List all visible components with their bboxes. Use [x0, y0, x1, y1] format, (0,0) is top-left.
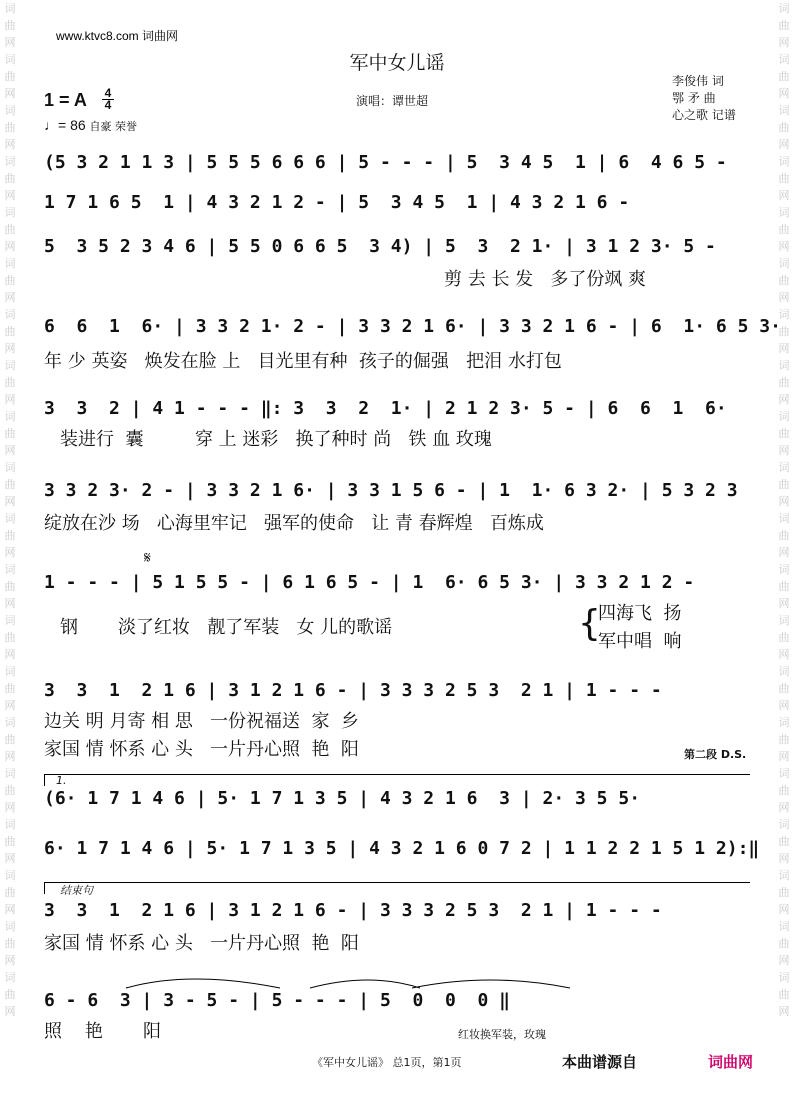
segno-icon: 𝄋 [144, 548, 151, 567]
transcriber: 心之歌 记谱 [672, 108, 736, 122]
volta-1-label: 1. [56, 774, 67, 787]
ending-hook [44, 882, 45, 894]
lyrics-line-4: 年 少 英姿 焕发在脸 上 目光里有种 孩子的倔强 把泪 水打包 [44, 351, 562, 372]
score-system-5: 3 3 2 | 4 1 - - - ‖: 3 3 2 1· | 2 1 2 3· 5 - | 6 6 1 6· [44, 398, 727, 419]
watermark-left: 词曲网词曲网词曲网词曲网词曲网词曲网词曲网词曲网词曲网词曲网词曲网词曲网词曲网词曲网词曲网词曲网词曲网词曲网词曲网词曲网 [4, 2, 16, 1018]
lyrics-line-8b: 家国 情 怀系 心 头 一片丹心照 艳 阳 [44, 739, 359, 760]
tempo-note-icon: ♩ [44, 117, 58, 133]
score-system-3: 5 3 5 2 3 4 6 | 5 5 0 6 6 5 3 4) | 5 3 2 1· | 3 1 2 3· 5 - [44, 236, 716, 257]
tempo [44, 117, 137, 134]
ending-line [44, 882, 750, 883]
lyricist: 李俊伟 词 [672, 74, 724, 88]
score-system-9: (6· 1 7 1 4 6 | 5· 1 7 1 3 5 | 4 3 2 1 6 3 | 2· 3 5 5· [44, 788, 641, 809]
ending-label: 结束句 [60, 884, 93, 897]
lyrics-line-7: 钢 淡了红妆 靓了军装 女 儿的歌谣 [60, 617, 393, 638]
lyrics-line-12: 照 艳 阳 [44, 1021, 161, 1042]
score-system-11: 3 3 1 2 1 6 | 3 1 2 1 6 - | 3 3 3 2 5 3 2 1 | 1 - - - [44, 900, 662, 921]
volta-1-line [44, 774, 750, 775]
footer-page-info: 《军中女儿谣》 总1页，第1页 [312, 1056, 462, 1069]
time-signature [101, 88, 115, 111]
time-signature-bottom: 4 [104, 98, 112, 112]
time-signature-top: 4 [104, 86, 112, 100]
score-system-10: 6· 1 7 1 4 6 | 5· 1 7 1 3 5 | 4 3 2 1 6 0 7 2 | 1 1 2 2 1 5 1 2):‖ [44, 838, 760, 859]
end-note: 红妆换军装，玫瑰 [458, 1028, 546, 1041]
tie-arc-1 [126, 979, 280, 988]
chorus-lyric-a: 四海飞 扬 [598, 603, 682, 624]
chorus-lyric-b: 军中唱 响 [598, 631, 682, 652]
lyrics-line-11: 家国 情 怀系 心 头 一片丹心照 艳 阳 [44, 933, 359, 954]
credits [672, 73, 736, 124]
tie-arcs [40, 968, 760, 992]
key-signature: 1 = A [44, 90, 87, 110]
style-marking: 自豪 荣誉 [89, 120, 138, 133]
ds-marking: 第二段 D.S. [684, 748, 747, 761]
score-title: 军中女儿谣 [349, 52, 445, 74]
footer-brand[interactable]: 词曲网 [708, 1053, 754, 1071]
tie-arc-3 [412, 980, 570, 988]
score-system-6: 3 3 2 3· 2 - | 3 3 2 1 6· | 3 3 1 5 6 - | 1 1· 6 3 2· | 5 3 2 3 [44, 480, 738, 501]
lyrics-line-3: 剪 去 长 发 多了份飒 爽 [444, 269, 647, 290]
brace-icon: { [578, 603, 601, 644]
lyrics-line-5: 装进行 囊 穿 上 迷彩 换了种时 尚 铁 血 玫瑰 [60, 429, 492, 450]
footer-source-label: 本曲谱源自 [562, 1053, 638, 1071]
watermark-right: 词曲网词曲网词曲网词曲网词曲网词曲网词曲网词曲网词曲网词曲网词曲网词曲网词曲网词曲网词曲网词曲网词曲网词曲网词曲网词曲网 [778, 2, 790, 1018]
singer: 演唱：谭世超 [356, 94, 429, 108]
composer: 鄂 矛 曲 [672, 91, 716, 105]
score-system-1: (5 3 2 1 1 3 | 5 5 5 6 6 6 | 5 - - - | 5 3 4 5 1 | 6 4 6 5 - [44, 152, 727, 173]
lyrics-line-8a: 边关 明 月寄 相 思 一份祝福送 家 乡 [44, 711, 359, 732]
score-system-8: 3 3 1 2 1 6 | 3 1 2 1 6 - | 3 3 3 2 5 3 2 1 | 1 - - - [44, 680, 662, 701]
score-system-2: 1 7 1 6 5 1 | 4 3 2 1 2 - | 5 3 4 5 1 | 4 3 2 1 6 - [44, 192, 630, 213]
volta-1-hook [44, 774, 45, 786]
score-system-4: 6 6 1 6· | 3 3 2 1· 2 - | 3 3 2 1 6· | 3 3 2 1 6 - | 6 1· 6 5 3· [44, 316, 781, 337]
site-url[interactable]: www.ktvc8.com 词曲网 [56, 29, 179, 43]
lyrics-line-6: 绽放在沙 场 心海里牢记 强军的使命 让 青 春辉煌 百炼成 [44, 513, 544, 534]
score-system-7: 1 - - - | 5 1 5 5 - | 6 1 6 5 - | 1 6· 6 5 3· | 3 3 2 1 2 - [44, 572, 695, 593]
score-system-12: 6 - 6 3 | 3 - 5 - | 5 - - - | 5 0 0 0 ‖ [44, 990, 510, 1011]
tie-arc-2 [310, 980, 420, 988]
tempo-value: = 86 [58, 117, 86, 133]
